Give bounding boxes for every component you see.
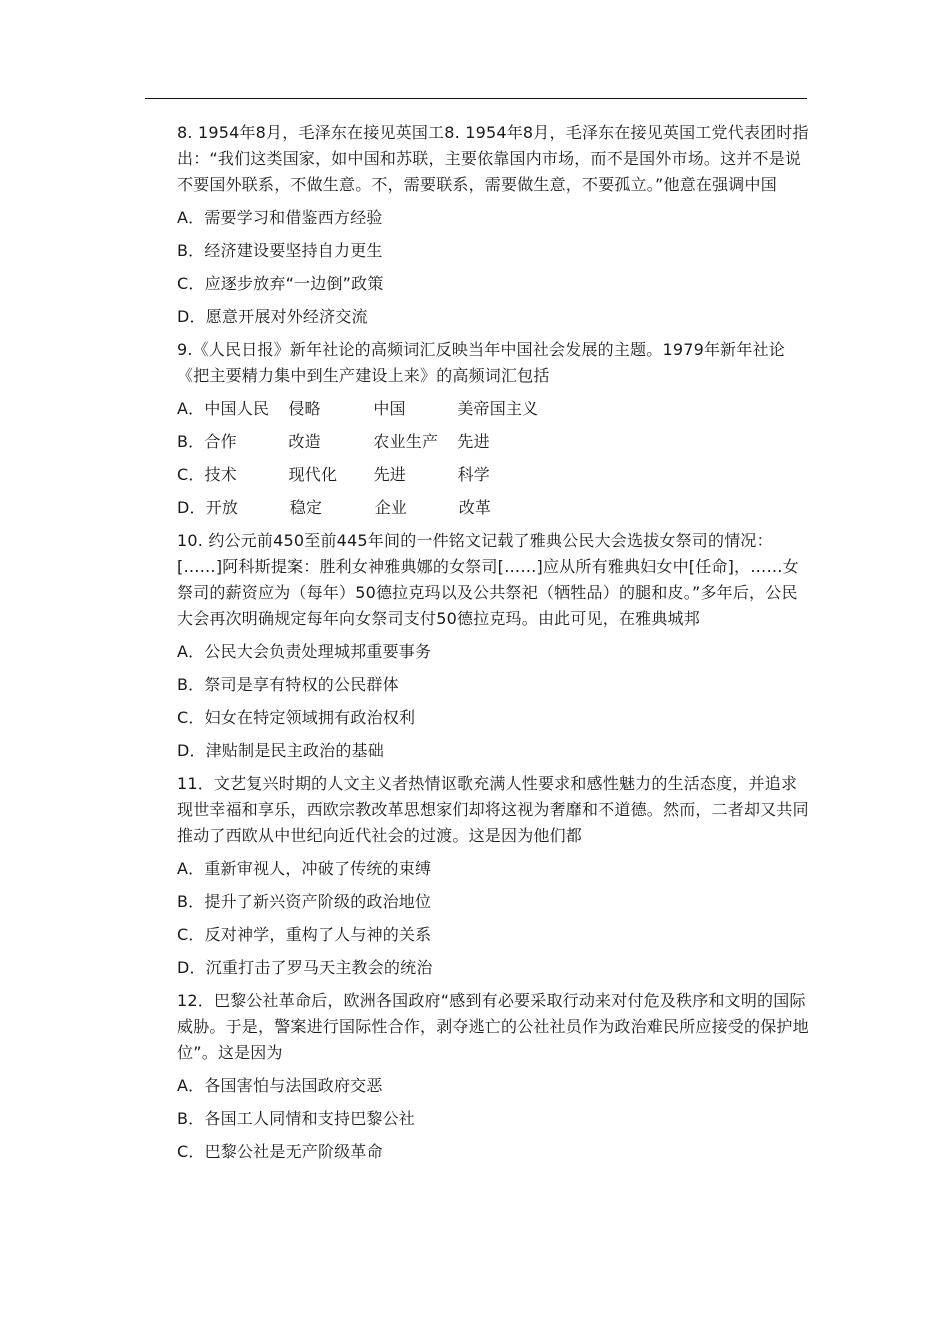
option-a[interactable] [177, 396, 809, 422]
option-letter: B． [177, 1109, 205, 1128]
option-letter: A． [177, 208, 205, 227]
header-rule [145, 98, 807, 99]
option-d[interactable] [177, 738, 809, 764]
option-text: 沉重打击了罗马天主教会的统治 [205, 958, 433, 977]
option-letter: D． [177, 307, 206, 326]
option-word: 农业生产 [373, 432, 439, 451]
option-word: 开放 [205, 498, 239, 517]
question-stem: 12．巴黎公社革命后，欧洲各国政府“感到有必要采取行动来对付危及秩序和文明的国际威胁。于是，警案进行国际性合作，剥夺逃亡的公社社员作为政治难民所应接受的保护地位”。这是因为 [177, 991, 809, 1062]
option-text: 经济建设要坚持自力更生 [204, 241, 383, 260]
option-letter: A． [177, 1076, 205, 1095]
option-text: 需要学习和借鉴西方经验 [204, 208, 383, 227]
option-a[interactable] [177, 1073, 809, 1099]
question-stem: 9.《人民日报》新年社论的高频词汇反映当年中国社会发展的主题。1979年新年社论《把主要精力集中到生产建设上来》的高频词汇包括 [177, 340, 785, 385]
option-text: 祭司是享有特权的公民群体 [204, 675, 399, 694]
option-word: 改造 [288, 432, 321, 451]
option-text: 公民大会负责处理城邦重要事务 [204, 642, 432, 661]
option-c[interactable] [177, 271, 809, 297]
question-10 [177, 528, 809, 764]
question-stem: 10. 约公元前450至前445年间的一件铭文记载了雅典公民大会选拔女祭司的情况：[……]阿科斯提案：胜利女神雅典娜的女祭司[……]应从所有雅典妇女中[任命]，……女祭司的薪资应为（每年）50德拉克玛以及公共祭祀（牺牲品）的腿和皮。”多年后，公民大会再次明确规定每年向女祭司支付50德拉克玛。由此可见，在雅典城邦 [177, 531, 799, 628]
option-d[interactable] [177, 955, 809, 981]
option-text: 愿意开展对外经济交流 [205, 307, 368, 326]
option-letter: B． [177, 675, 205, 694]
option-c[interactable] [177, 462, 809, 488]
option-word: 技术 [204, 465, 237, 484]
option-word: 中国人民 [204, 399, 270, 418]
option-c[interactable] [177, 705, 809, 731]
question-12 [177, 988, 809, 1165]
option-b[interactable] [177, 238, 809, 264]
option-c[interactable] [177, 922, 809, 948]
option-word: 科学 [457, 465, 490, 484]
question-9 [177, 337, 809, 521]
option-a[interactable] [177, 639, 809, 665]
option-b[interactable] [177, 429, 809, 455]
option-a[interactable] [177, 205, 809, 231]
option-b[interactable] [177, 1106, 809, 1132]
option-letter: D． [177, 741, 206, 760]
option-text: 应逐步放弃“一边倒”政策 [204, 274, 384, 293]
option-letter: A． [177, 859, 205, 878]
option-text: 提升了新兴资产阶级的政治地位 [204, 892, 432, 911]
option-text: 各国害怕与法国政府交恶 [204, 1076, 383, 1095]
option-word: 现代化 [288, 465, 338, 484]
option-text: 反对神学，重构了人与神的关系 [204, 925, 432, 944]
option-b[interactable] [177, 672, 809, 698]
option-word: 中国 [373, 399, 406, 418]
option-letter: C． [177, 1142, 205, 1161]
option-text: 重新审视人，冲破了传统的束缚 [204, 859, 432, 878]
option-letter: D． [177, 958, 206, 977]
option-letter: B． [177, 892, 205, 911]
option-letter: B． [177, 241, 205, 260]
option-word: 先进 [373, 465, 406, 484]
option-letter: C． [177, 274, 205, 293]
option-d[interactable] [177, 495, 809, 521]
document-body [177, 120, 809, 1172]
option-letter: C． [177, 708, 205, 727]
option-word: 企业 [374, 498, 408, 517]
option-word: 先进 [457, 432, 490, 451]
option-letter: C． [177, 925, 205, 944]
option-text: 津贴制是民主政治的基础 [205, 741, 384, 760]
question-stem: 8. 1954年8月，毛泽东在接见英国工8. 1954年8月，毛泽东在接见英国工党代表团时指出：“我们这类国家，如中国和苏联，主要依靠国内市场，而不是国外市场。这并不是说不要国外联系，不做生意。不，需要联系，需要做生意，不要孤立。”他意在强调中国 [177, 123, 809, 194]
question-11 [177, 771, 809, 981]
question-8 [177, 120, 809, 330]
option-letter: A． [177, 399, 205, 418]
option-text: 巴黎公社是无产阶级革命 [204, 1142, 383, 1161]
option-b[interactable] [177, 889, 809, 915]
option-letter: D． [177, 498, 206, 517]
option-a[interactable] [177, 856, 809, 882]
option-text: 妇女在特定领域拥有政治权利 [204, 708, 416, 727]
option-word: 改革 [458, 498, 492, 517]
question-stem: 11．文艺复兴时期的人文主义者热情讴歌充满人性要求和感性魅力的生活态度，并追求现世幸福和享乐，西欧宗教改革思想家们却将这视为奢靡和不道德。然而，二者却又共同推动了西欧从中世纪向近代社会的过渡。这是因为他们都 [177, 774, 809, 845]
option-word: 美帝国主义 [457, 399, 539, 418]
option-letter: A． [177, 642, 205, 661]
option-letter: C． [177, 465, 205, 484]
option-text: 各国工人同情和支持巴黎公社 [204, 1109, 415, 1128]
option-c[interactable] [177, 1139, 809, 1165]
option-letter: B． [177, 432, 205, 451]
option-d[interactable] [177, 304, 809, 330]
option-word: 合作 [204, 432, 237, 451]
option-word: 侵略 [288, 399, 321, 418]
option-word: 稳定 [289, 498, 323, 517]
